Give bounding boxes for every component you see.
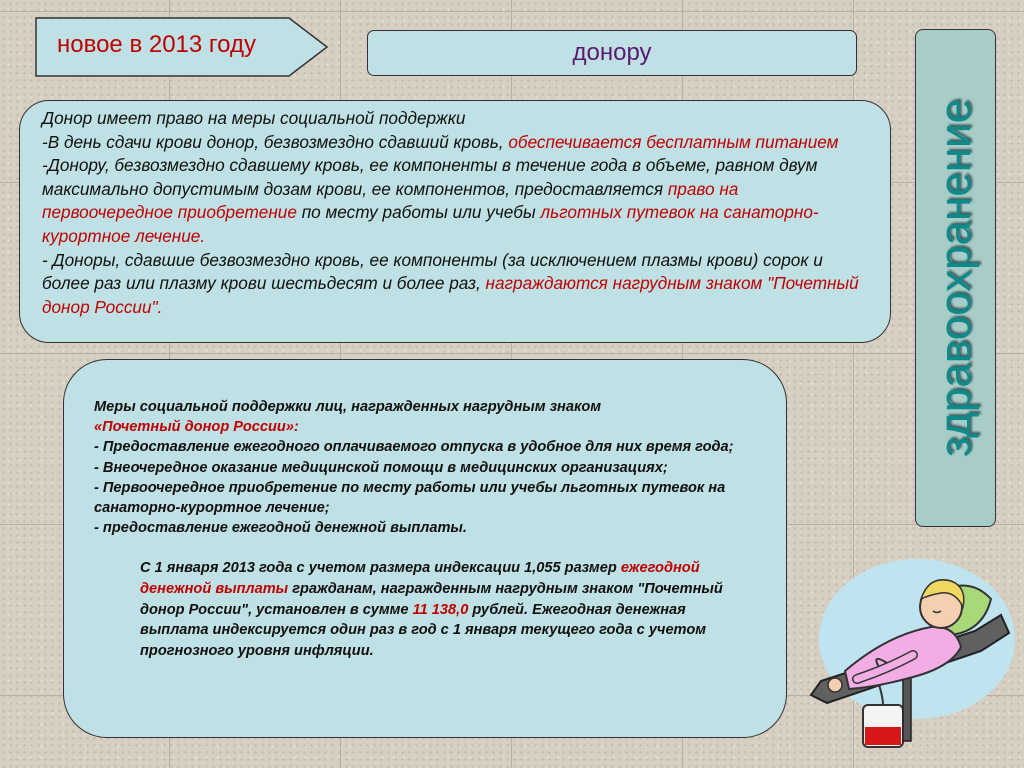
donor-rights-panel — [19, 100, 891, 343]
donor-rights-heading: Донор имеет право на меры социальной поддержки — [42, 108, 466, 128]
honorary-badge-item: - Доноры, сдавшие безвозмездно кровь, ее компоненты (за исключением плазмы крови) сорок и более раз или плазму крови шестьдесят и более раз, награждаются нагрудным знаком "Почетный донор России". — [42, 249, 859, 317]
voucher-highlight: льготных путевок на санаторно-курортное лечение. — [42, 202, 819, 246]
honorary-donor-measures-panel — [63, 359, 787, 738]
free-meal-item: -В день сдачи крови донор, безвозмездно сдавший кровь, обеспечивается бесплатным питанием — [42, 131, 839, 152]
priority-purchase-highlight: право на первоочередное приобретение — [42, 178, 739, 223]
donor-heading-box — [367, 30, 857, 76]
annual-payment-highlight: ежегодной денежной выплаты — [140, 560, 700, 598]
free-meal-highlight: обеспечивается бесплатным питанием — [508, 131, 839, 152]
badge-award-highlight: награждаются нагрудным знаком "Почетный донор России". — [42, 273, 859, 317]
donor-heading-label: донору — [572, 39, 652, 66]
blood-donor-illustration — [805, 555, 1017, 755]
new-in-2013-tag — [35, 17, 329, 77]
measure-item-medical-care: - Внеочередное оказание медицинской помощи в медицинских организациях; — [94, 459, 668, 476]
measures-intro: Меры социальной поддержки лиц, награжденных нагрудным знаком — [94, 399, 602, 415]
priority-voucher-item: -Донору, безвозмездно сдавшему кровь, ее компоненты в течение года в объеме, равном двум максимально допустимым дозам крови, ее компонентов, предоставляется право на первоочередное приобретение по месту работы или учебы льготных путевок на санаторно-курортное лечение. — [42, 155, 819, 246]
measure-item-annual-payment: - предоставление ежегодной денежной выплаты. — [94, 520, 467, 537]
new-in-2013-label: новое в 2013 году — [57, 31, 256, 58]
blood-donor-clipart — [805, 555, 1017, 755]
annual-payment-paragraph: С 1 января 2013 года с учетом размера индексации 1,055 размер ежегодной денежной выплаты гражданам, награжденным нагрудным знаком "Почетный донор России", установлен в сумме 11 138,0 рублей. Ежегодная денежная выплата индексируется один раз в год с 1 января текущего года с учетом прогнозного уровня инфляции. — [140, 560, 723, 659]
measure-item-voucher: - Первоочередное приобретение по месту работы или учебы льготных путевок на санаторно-курортное лечение; — [94, 479, 726, 517]
measure-item-vacation: - Предоставление ежегодного оплачиваемого отпуска в удобное для них время года; — [94, 439, 734, 456]
healthcare-vertical-title: здравоохранение — [930, 98, 980, 458]
healthcare-side-panel — [915, 29, 996, 527]
payment-amount: 11 138,0 — [412, 601, 469, 618]
honorary-donor-badge-name: «Почетный донор России»: — [94, 419, 299, 436]
